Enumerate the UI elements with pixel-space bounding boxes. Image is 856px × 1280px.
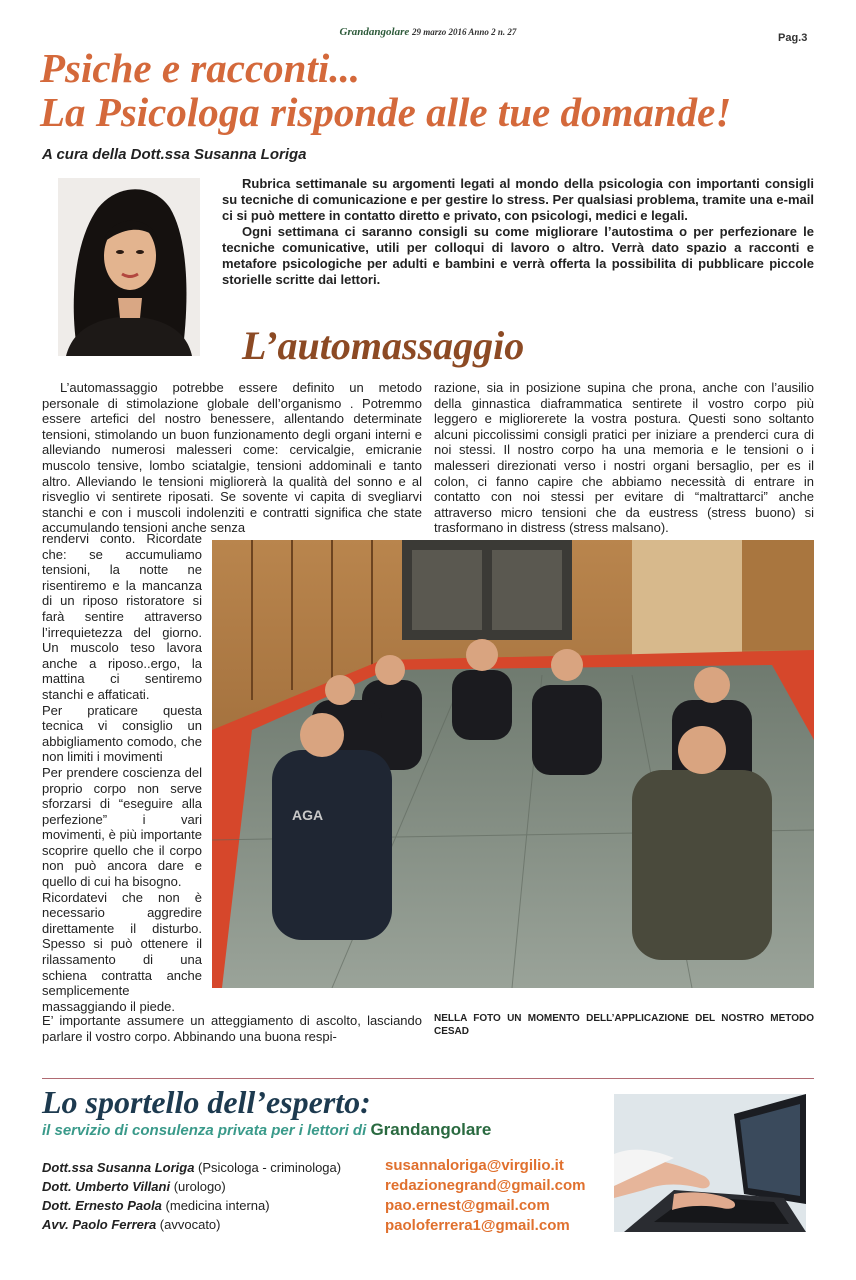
expert-role: (urologo) — [173, 1179, 226, 1194]
expert-name: Dott. Ernesto Paola — [42, 1198, 162, 1213]
laptop-illustration — [614, 1094, 806, 1232]
shirt-text: AGA — [292, 807, 324, 823]
email-list — [385, 1156, 586, 1236]
expert-name: Dott. Umberto Villani — [42, 1179, 171, 1194]
page-number: Pag.3 — [778, 32, 808, 44]
dojo-illustration — [212, 540, 814, 988]
sportello-brand: Grandangolare — [370, 1120, 492, 1139]
expert-name: Avv. Paolo Ferrera — [42, 1217, 157, 1232]
column-1-top-text: L’automassaggio potrebbe essere definito un metodo personale di stimolazione globale dell’organismo . Potremmo essere artefici del nostro benessere, allentando determinate tensioni, stimolando un buon funzionamento degli organi interni e alleviando numerosi malesseri come: cervicalgie, emicranie muscolo tensive, lombo sciatalgie, tensioni addominali e tanto altro. Alleviando le tensioni migliorerà la qualità del sonno e al risveglio vi sentirete riposati. Se sovente vi capita di svegliarvi stanchi e con i muscoli indolenziti e contratti significa che state accumulando tensioni anche senza — [42, 380, 422, 536]
sportello-title: Lo sportello dell’esperto: — [42, 1084, 371, 1120]
expert-role: (medicina interna) — [165, 1198, 270, 1213]
intro-paragraph-2: Ogni settimana ci saranno consigli su come migliorare l’autostima o per perfezionare le tecniche comunicative, utili per colloqui di lavoro o altro. Verrà dato spazio a racconti e metafore psicologiche per adulti e bambini e verrà offerta la possibilita di pubblicare piccole storielle scritte dai lettori. — [222, 224, 814, 287]
narrow-paragraph-2: Per praticare questa tecnica vi consiglio un abbigliamento comodo, che non limiti i movimenti — [42, 702, 202, 765]
email-link-ferrera[interactable]: paoloferrera1@gmail.com — [385, 1217, 570, 1234]
expert-role: (Psicologa - criminologa) — [198, 1160, 342, 1175]
sportello-subtitle — [42, 1120, 491, 1140]
intro-paragraph-1: Rubrica settimanale su argomenti legati al mondo della psicologia con importanti consigli su tecniche di comunicazione e per gestire lo stress. Per qualsiasi problema, tramite una e-mail ci si può mettere in contatto diretto e privato, con psicologi, medici e legali. — [222, 176, 814, 223]
issue-date: 29 marzo 2016 Anno 2 n. 27 — [411, 27, 517, 37]
byline: A cura della Dott.ssa Susanna Loriga — [42, 146, 307, 163]
narrow-paragraph-3: Per prendere coscienza del proprio corpo non serve sforzarsi di “eseguire alla perfezione” i vari movimenti, è più importante scoprire quello che il corpo non può ancora dare e quello di cui ha bisogno. — [42, 764, 202, 890]
page-title — [40, 46, 731, 134]
group-photo — [212, 540, 814, 988]
email-link-paola[interactable]: pao.ernest@gmail.com — [385, 1197, 550, 1214]
title-line-1: Psiche e racconti... — [40, 45, 360, 91]
expert-row — [42, 1196, 382, 1215]
column-2-text: razione, sia in posizione supina che prona, anche con l’ausilio della ginnastica diaframmatica sentirete il vostro corpo più leggero e migliorerete la vostra postura. Questi sono soltanto alcuni piccolissimi consigli pratici per iniziare a prenderci cura di noi stessi. Il nostro corpo ha una memoria e le tensioni o i malesseri direzionati verso i nostri organi bersaglio, per es il colon, ci fanno capire che abbiamo necessità di entrare in contatto con noi stessi per evitare di “maltrattarci” anche attraverso micro tensioni che da eustress (stress buono) si trasformano in distress (stress malsano). — [434, 380, 814, 536]
expert-row — [42, 1215, 382, 1234]
email-link-loriga[interactable]: susannaloriga@virgilio.it — [385, 1157, 564, 1174]
email-link-redazione[interactable]: redazionegrand@gmail.com — [385, 1177, 586, 1194]
intro-text — [222, 176, 814, 288]
article-subtitle: L’automassaggio — [242, 323, 525, 368]
expert-name: Dott.ssa Susanna Loriga — [42, 1160, 195, 1175]
title-line-2: La Psicologa risponde alle tue domande! — [40, 89, 732, 135]
experts-list — [42, 1158, 382, 1234]
column-1-bottom-text: E’ importante assumere un atteggiamento di ascolto, lasciando parlare il vostro corpo. Abbinando una buona respi- — [42, 1013, 422, 1044]
publication-name: Grandangolare — [339, 26, 410, 38]
section-divider — [42, 1078, 814, 1079]
author-portrait — [58, 178, 200, 356]
column-1-narrow-text — [42, 531, 202, 1014]
expert-role: (avvocato) — [159, 1217, 221, 1232]
narrow-paragraph-4: Ricordatevi che non è necessario aggredire direttamente il disturbo. Spesso si può ottenere il rilassamento di una schiena contratta anche semplicemente massaggiando il piede. — [42, 889, 202, 1014]
sportello-subtitle-text: il servizio di consulenza privata per i lettori di — [42, 1122, 367, 1139]
masthead — [0, 26, 856, 38]
photo-caption: NELLA FOTO UN MOMENTO DELL’APPLICAZIONE DEL NOSTRO METODO CESAD — [434, 1013, 814, 1037]
portrait-illustration — [58, 178, 200, 356]
laptop-photo — [614, 1094, 806, 1232]
expert-row — [42, 1158, 382, 1177]
narrow-paragraph-1: rendervi conto. Ricordate che: se accumuliamo tensioni, la notte ne risentiremo e la mancanza di un riposo ristoratore si farà sentire attraverso l’irrequietezza del giorno. Un muscolo teso lavora anche a riposo..ergo, la mattina ci sentiremo stanchi e affaticati. — [42, 531, 202, 702]
expert-row — [42, 1177, 382, 1196]
